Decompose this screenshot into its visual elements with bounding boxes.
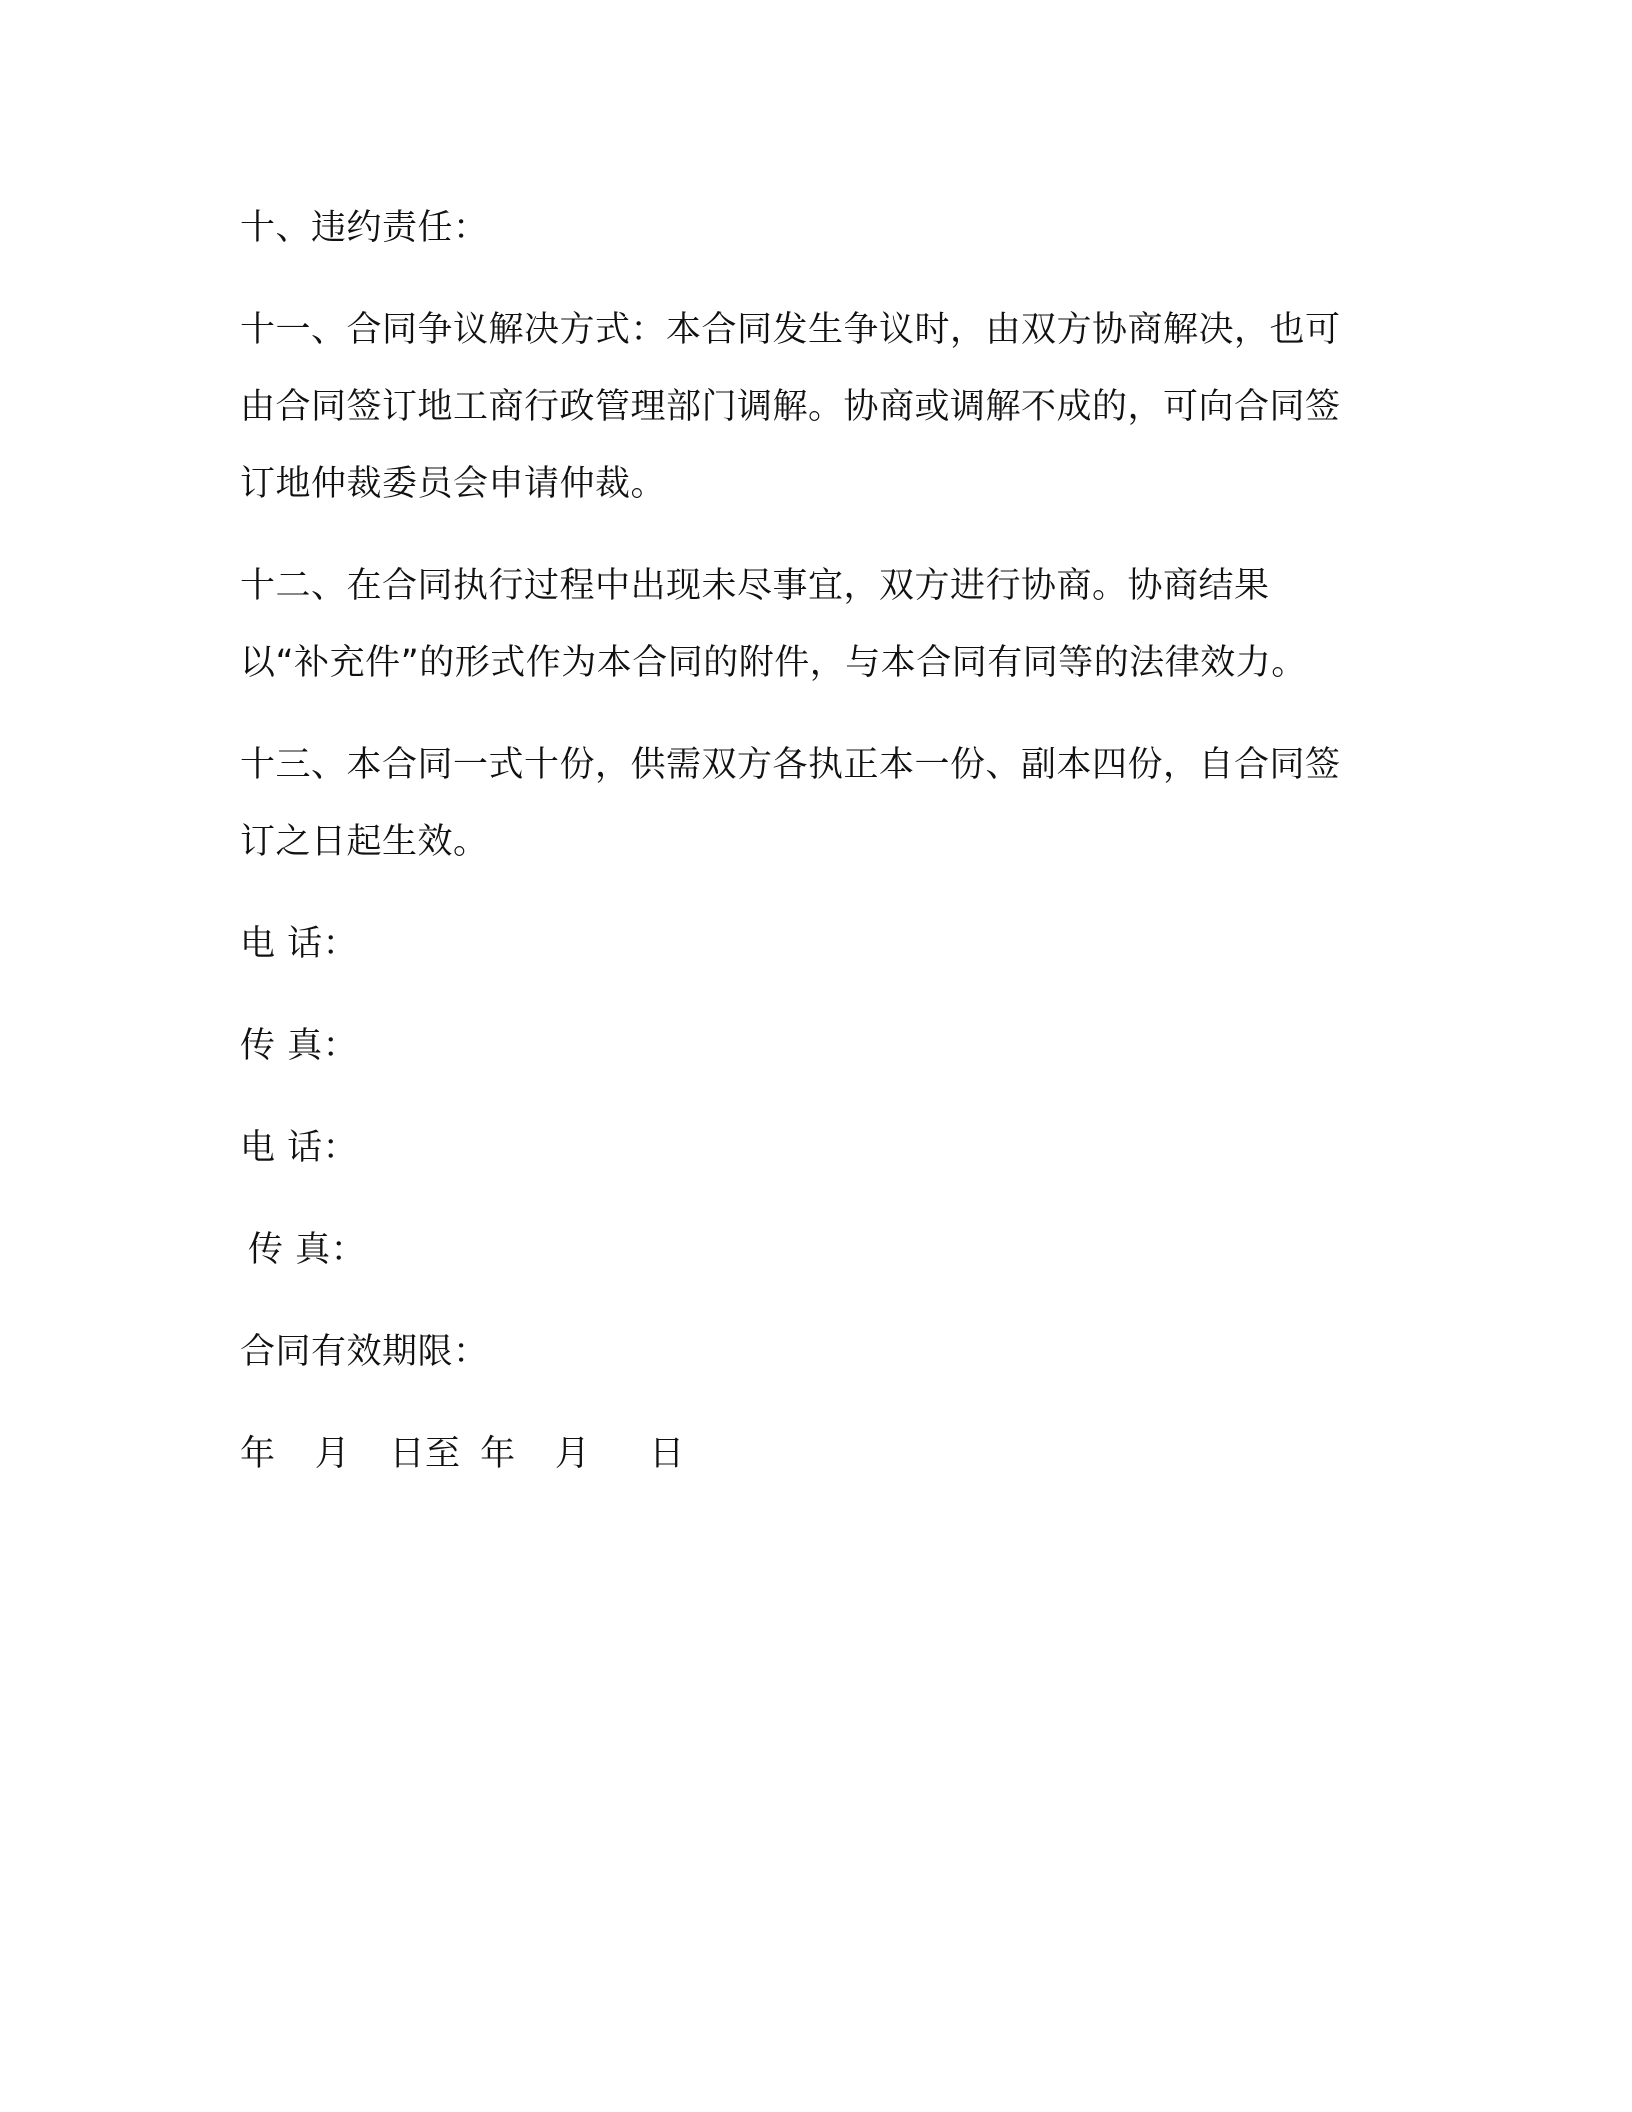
document-body (240, 190, 1355, 1493)
contract-validity-dates: 年 月 日至 年 月 日 (240, 1434, 685, 1474)
contract-validity-label: 合同有效期限： (240, 1332, 489, 1372)
fax-field-2: 传 真： (248, 1230, 367, 1270)
clause-13-copies-effectiveness: 十三、本合同一式十份，供需双方各执正本一份、副本四份，自合同签订之日起生效。 (240, 745, 1341, 862)
phone-field-1: 电 话： (240, 924, 359, 964)
clause-10-breach-liability: 十、违约责任： (240, 208, 489, 248)
clause-12-supplementary-matters: 十二、在合同执行过程中出现未尽事宜，双方进行协商。协商结果以“补充件”的形式作为本合同的附件，与本合同有同等的法律效力。 (240, 566, 1307, 683)
fax-field-1: 传 真： (240, 1026, 359, 1066)
phone-field-2: 电 话： (240, 1128, 359, 1168)
clause-11-dispute-resolution: 十一、合同争议解决方式：本合同发生争议时，由双方协商解决，也可由合同签订地工商行政管理部门调解。协商或调解不成的，可向合同签订地仲裁委员会申请仲裁。 (240, 310, 1341, 504)
